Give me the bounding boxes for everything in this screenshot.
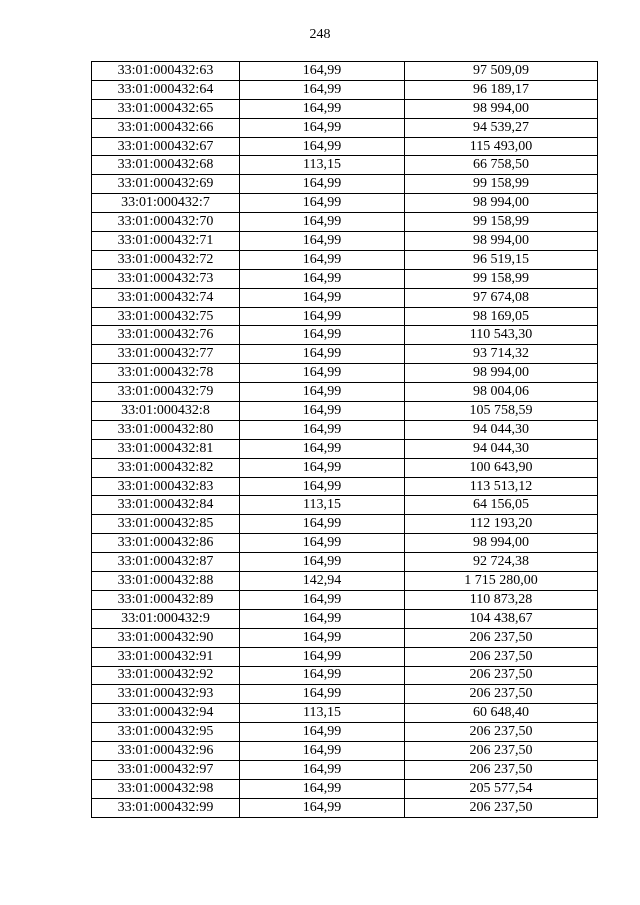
- table-row: [92, 496, 598, 515]
- table-row: [92, 742, 598, 761]
- value-cell: 206 237,50: [405, 647, 598, 666]
- value-cell: 93 714,32: [405, 345, 598, 364]
- table-row: [92, 572, 598, 591]
- area-cell: 164,99: [240, 458, 405, 477]
- area-cell: 113,15: [240, 156, 405, 175]
- cadastral-value-table: [91, 61, 598, 818]
- cadastral-number-cell: 33:01:000432:91: [92, 647, 240, 666]
- area-cell: 164,99: [240, 420, 405, 439]
- area-cell: 164,99: [240, 609, 405, 628]
- cadastral-number-cell: 33:01:000432:75: [92, 307, 240, 326]
- table-row: [92, 345, 598, 364]
- table-row: [92, 307, 598, 326]
- area-cell: 164,99: [240, 99, 405, 118]
- area-cell: 164,99: [240, 685, 405, 704]
- table-row: [92, 798, 598, 817]
- cadastral-number-cell: 33:01:000432:64: [92, 80, 240, 99]
- cadastral-number-cell: 33:01:000432:92: [92, 666, 240, 685]
- cadastral-number-cell: 33:01:000432:81: [92, 439, 240, 458]
- value-cell: 110 543,30: [405, 326, 598, 345]
- cadastral-number-cell: 33:01:000432:79: [92, 383, 240, 402]
- area-cell: 113,15: [240, 496, 405, 515]
- area-cell: 164,99: [240, 779, 405, 798]
- area-cell: 164,99: [240, 175, 405, 194]
- value-cell: 94 044,30: [405, 420, 598, 439]
- value-cell: 66 758,50: [405, 156, 598, 175]
- table-row: [92, 704, 598, 723]
- area-cell: 164,99: [240, 534, 405, 553]
- cadastral-number-cell: 33:01:000432:87: [92, 553, 240, 572]
- cadastral-number-cell: 33:01:000432:76: [92, 326, 240, 345]
- value-cell: 98 994,00: [405, 364, 598, 383]
- table-row: [92, 118, 598, 137]
- table-row: [92, 647, 598, 666]
- table-row: [92, 402, 598, 421]
- area-cell: 164,99: [240, 345, 405, 364]
- value-cell: 98 994,00: [405, 534, 598, 553]
- area-cell: 164,99: [240, 439, 405, 458]
- cadastral-number-cell: 33:01:000432:67: [92, 137, 240, 156]
- value-cell: 206 237,50: [405, 723, 598, 742]
- area-cell: 164,99: [240, 326, 405, 345]
- cadastral-number-cell: 33:01:000432:8: [92, 402, 240, 421]
- cadastral-number-cell: 33:01:000432:97: [92, 760, 240, 779]
- value-cell: 206 237,50: [405, 760, 598, 779]
- value-cell: 96 519,15: [405, 250, 598, 269]
- cadastral-number-cell: 33:01:000432:70: [92, 213, 240, 232]
- table-row: [92, 364, 598, 383]
- area-cell: 164,99: [240, 383, 405, 402]
- value-cell: 110 873,28: [405, 590, 598, 609]
- cadastral-number-cell: 33:01:000432:95: [92, 723, 240, 742]
- cadastral-number-cell: 33:01:000432:7: [92, 194, 240, 213]
- area-cell: 164,99: [240, 250, 405, 269]
- cadastral-number-cell: 33:01:000432:96: [92, 742, 240, 761]
- cadastral-number-cell: 33:01:000432:73: [92, 269, 240, 288]
- table-row: [92, 194, 598, 213]
- value-cell: 100 643,90: [405, 458, 598, 477]
- table-row: [92, 326, 598, 345]
- cadastral-number-cell: 33:01:000432:85: [92, 515, 240, 534]
- cadastral-number-cell: 33:01:000432:71: [92, 232, 240, 251]
- area-cell: 164,99: [240, 515, 405, 534]
- area-cell: 164,99: [240, 364, 405, 383]
- area-cell: 164,99: [240, 723, 405, 742]
- value-cell: 112 193,20: [405, 515, 598, 534]
- table-row: [92, 137, 598, 156]
- cadastral-number-cell: 33:01:000432:93: [92, 685, 240, 704]
- table-row: [92, 80, 598, 99]
- cadastral-number-cell: 33:01:000432:78: [92, 364, 240, 383]
- value-cell: 206 237,50: [405, 685, 598, 704]
- area-cell: 164,99: [240, 647, 405, 666]
- table-row: [92, 779, 598, 798]
- area-cell: 164,99: [240, 118, 405, 137]
- area-cell: 164,99: [240, 62, 405, 81]
- table-row: [92, 609, 598, 628]
- table-row: [92, 760, 598, 779]
- table-row: [92, 515, 598, 534]
- table-row: [92, 269, 598, 288]
- value-cell: 94 044,30: [405, 439, 598, 458]
- value-cell: 60 648,40: [405, 704, 598, 723]
- value-cell: 92 724,38: [405, 553, 598, 572]
- table-row: [92, 628, 598, 647]
- value-cell: 98 169,05: [405, 307, 598, 326]
- area-cell: 164,99: [240, 798, 405, 817]
- table-row: [92, 666, 598, 685]
- area-cell: 164,99: [240, 666, 405, 685]
- cadastral-number-cell: 33:01:000432:99: [92, 798, 240, 817]
- value-cell: 205 577,54: [405, 779, 598, 798]
- area-cell: 164,99: [240, 553, 405, 572]
- area-cell: 164,99: [240, 628, 405, 647]
- value-cell: 113 513,12: [405, 477, 598, 496]
- table-row: [92, 420, 598, 439]
- value-cell: 206 237,50: [405, 666, 598, 685]
- value-cell: 115 493,00: [405, 137, 598, 156]
- table-row: [92, 458, 598, 477]
- value-cell: 98 004,06: [405, 383, 598, 402]
- table-row: [92, 232, 598, 251]
- table-row: [92, 590, 598, 609]
- area-cell: 164,99: [240, 137, 405, 156]
- cadastral-number-cell: 33:01:000432:69: [92, 175, 240, 194]
- area-cell: 164,99: [240, 477, 405, 496]
- cadastral-number-cell: 33:01:000432:72: [92, 250, 240, 269]
- cadastral-number-cell: 33:01:000432:83: [92, 477, 240, 496]
- value-cell: 104 438,67: [405, 609, 598, 628]
- cadastral-number-cell: 33:01:000432:66: [92, 118, 240, 137]
- table-row: [92, 156, 598, 175]
- area-cell: 164,99: [240, 288, 405, 307]
- cadastral-number-cell: 33:01:000432:63: [92, 62, 240, 81]
- area-cell: 164,99: [240, 307, 405, 326]
- value-cell: 206 237,50: [405, 628, 598, 647]
- cadastral-number-cell: 33:01:000432:98: [92, 779, 240, 798]
- cadastral-number-cell: 33:01:000432:80: [92, 420, 240, 439]
- area-cell: 164,99: [240, 194, 405, 213]
- table-body: [92, 62, 598, 818]
- value-cell: 206 237,50: [405, 798, 598, 817]
- value-cell: 105 758,59: [405, 402, 598, 421]
- value-cell: 94 539,27: [405, 118, 598, 137]
- table-row: [92, 175, 598, 194]
- value-cell: 99 158,99: [405, 213, 598, 232]
- table-row: [92, 213, 598, 232]
- table-row: [92, 685, 598, 704]
- value-cell: 98 994,00: [405, 232, 598, 251]
- value-cell: 97 674,08: [405, 288, 598, 307]
- table-row: [92, 62, 598, 81]
- cadastral-number-cell: 33:01:000432:86: [92, 534, 240, 553]
- cadastral-number-cell: 33:01:000432:77: [92, 345, 240, 364]
- cadastral-number-cell: 33:01:000432:89: [92, 590, 240, 609]
- table-row: [92, 477, 598, 496]
- table-row: [92, 383, 598, 402]
- value-cell: 99 158,99: [405, 175, 598, 194]
- value-cell: 98 994,00: [405, 194, 598, 213]
- cadastral-number-cell: 33:01:000432:84: [92, 496, 240, 515]
- cadastral-number-cell: 33:01:000432:74: [92, 288, 240, 307]
- cadastral-number-cell: 33:01:000432:94: [92, 704, 240, 723]
- area-cell: 164,99: [240, 742, 405, 761]
- area-cell: 113,15: [240, 704, 405, 723]
- area-cell: 164,99: [240, 213, 405, 232]
- table-row: [92, 99, 598, 118]
- cadastral-number-cell: 33:01:000432:90: [92, 628, 240, 647]
- cadastral-number-cell: 33:01:000432:65: [92, 99, 240, 118]
- table-row: [92, 723, 598, 742]
- table-row: [92, 553, 598, 572]
- page-number: 248: [309, 27, 331, 42]
- cadastral-number-cell: 33:01:000432:68: [92, 156, 240, 175]
- area-cell: 164,99: [240, 269, 405, 288]
- table-row: [92, 534, 598, 553]
- value-cell: 98 994,00: [405, 99, 598, 118]
- value-cell: 97 509,09: [405, 62, 598, 81]
- table-row: [92, 288, 598, 307]
- area-cell: 164,99: [240, 760, 405, 779]
- table-row: [92, 439, 598, 458]
- area-cell: 164,99: [240, 232, 405, 251]
- cadastral-number-cell: 33:01:000432:88: [92, 572, 240, 591]
- area-cell: 164,99: [240, 402, 405, 421]
- value-cell: 206 237,50: [405, 742, 598, 761]
- area-cell: 142,94: [240, 572, 405, 591]
- area-cell: 164,99: [240, 80, 405, 99]
- value-cell: 64 156,05: [405, 496, 598, 515]
- cadastral-number-cell: 33:01:000432:82: [92, 458, 240, 477]
- value-cell: 99 158,99: [405, 269, 598, 288]
- cadastral-number-cell: 33:01:000432:9: [92, 609, 240, 628]
- value-cell: 1 715 280,00: [405, 572, 598, 591]
- area-cell: 164,99: [240, 590, 405, 609]
- table-row: [92, 250, 598, 269]
- value-cell: 96 189,17: [405, 80, 598, 99]
